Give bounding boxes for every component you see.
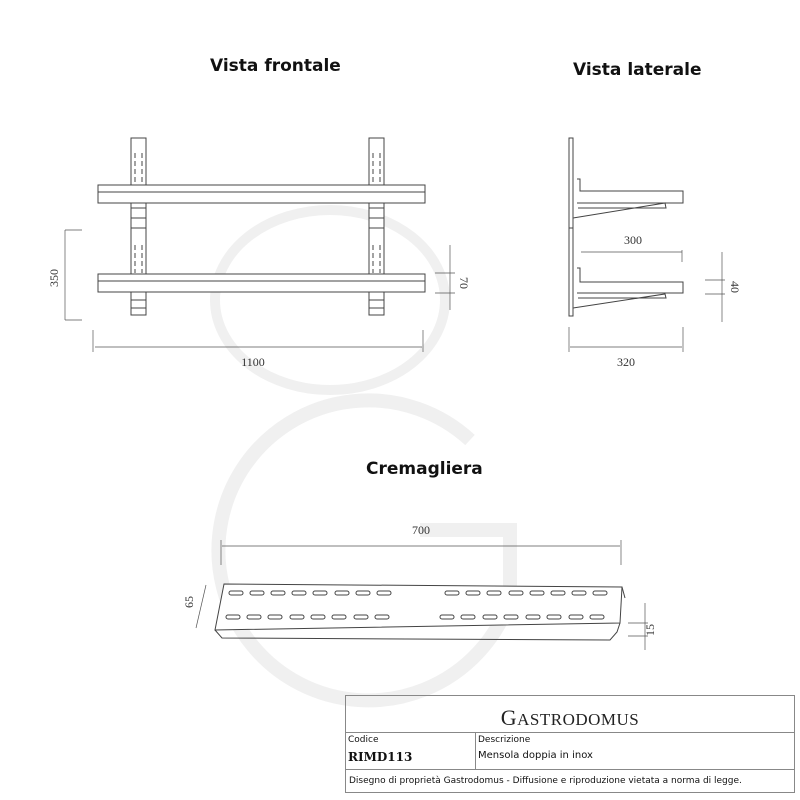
description-cell bbox=[476, 733, 595, 769]
dim-rack-lip: 15 bbox=[643, 624, 657, 636]
brand-initial: G bbox=[500, 705, 518, 730]
title-block bbox=[345, 695, 795, 793]
dim-side-inner: 300 bbox=[624, 233, 642, 247]
dim-front-width: 1100 bbox=[241, 355, 265, 369]
copyright-footer: Disegno di proprietà Gastrodomus - Diffusione e riproduzione vietata a norma di legge. bbox=[349, 776, 742, 786]
rack-view bbox=[215, 584, 625, 640]
description-value: Mensola doppia in inox bbox=[478, 750, 593, 761]
title-block-row bbox=[346, 733, 794, 770]
dim-front-shelf: 70 bbox=[457, 277, 471, 289]
code-cell bbox=[346, 733, 476, 769]
dim-front-height: 350 bbox=[47, 269, 61, 287]
brand-name: ASTRODOMUS bbox=[517, 710, 640, 729]
description-label: Descrizione bbox=[478, 735, 531, 745]
rack-view-title: Cremagliera bbox=[366, 459, 483, 479]
front-view-title: Vista frontale bbox=[210, 56, 341, 76]
dim-side-shelf: 40 bbox=[728, 281, 742, 293]
code-label: Codice bbox=[348, 735, 379, 745]
dim-rack-length: 700 bbox=[412, 523, 430, 537]
dim-side-total: 320 bbox=[617, 355, 635, 369]
side-view bbox=[569, 138, 683, 316]
side-view-title: Vista laterale bbox=[573, 60, 702, 80]
dim-rack-height: 65 bbox=[182, 596, 196, 608]
brand-logo bbox=[346, 696, 794, 733]
code-value: RIMD113 bbox=[348, 750, 413, 764]
